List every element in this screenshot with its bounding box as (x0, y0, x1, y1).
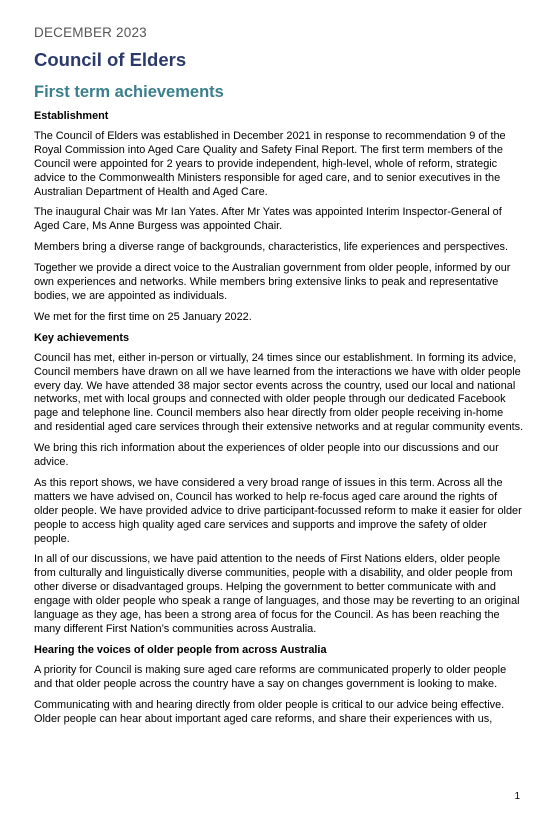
paragraph: The Council of Elders was established in December 2021 in response to recommendation 9 of the Royal Commission into Aged Care Quality and Safety Final Report. The first term members of the Council were appointed for 2 years to provide independent, high-level, whole of reform, strategic advice to the Commonwealth Ministers responsible for aged care, and to senior executives in the Australian Department of Health and Aged Care. (34, 129, 506, 198)
paragraph: We bring this rich information about the experiences of older people into our discussions and our advice. (34, 442, 499, 469)
paragraph: As this report shows, we have considered a very broad range of issues in this term. Across all the matters we have advised on, Council has worked to help re-focus aged care around the rights of older people. We have provided advice to drive participant-focussed reform to make it easier for older people to access high quality aged care services and supports and improve the safety of older people. (34, 476, 522, 545)
paragraph: Together we provide a direct voice to the Australian government from older people, informed by our own experiences and networks. While members bring extensive links to peak and representative bodies, we are appointed as individuals. (34, 262, 511, 302)
paragraph: Members bring a diverse range of backgrounds, characteristics, life experiences and perspectives. (34, 241, 508, 254)
document-body (34, 110, 524, 733)
paragraph: The inaugural Chair was Mr Ian Yates. After Mr Yates was appointed Interim Inspector-General of Aged Care, Ms Anne Burgess was appointed Chair. (34, 206, 502, 233)
paragraph: Council has met, either in-person or virtually, 24 times since our establishment. In forming its advice, Council members have drawn on all we have learned from the interactions we have with older people every day. We have attended 38 major sector events across the country, used our local and national networks, met with local groups and connected with older people through our dedicated Facebook page and telephone line. Council members also hear directly from older people receiving in-home and residential aged care services through their extensive networks and at regular community events. (34, 351, 524, 434)
heading-hearing-voices: Hearing the voices of older people from across Australia (34, 643, 327, 656)
heading-key-achievements: Key achievements (34, 331, 130, 344)
report-date: DECEMBER 2023 (34, 25, 147, 40)
section-title: First term achievements (34, 83, 224, 101)
paragraph: Communicating with and hearing directly from older people is critical to our advice being effective. Older people can hear about important aged care reforms, and share their experiences with us, (34, 698, 505, 725)
paragraph: We met for the first time on 25 January 2022. (34, 310, 252, 323)
paragraph: In all of our discussions, we have paid attention to the needs of First Nations elders, older people from culturally and linguistically diverse communities, people with a disability, and older people from other diverse or disadvantaged groups. Helping the government to better communicate with and engage with older people who speak a range of languages, and those may be reverting to an original language as they age, has been a strong area of focus for the Council. As has been reaching the many different First Nation’s communities across Australia. (34, 553, 520, 635)
page-number: 1 (514, 791, 520, 802)
paragraph: A priority for Council is making sure aged care reforms are communicated properly to older people and that older people across the country have a say on changes government is looking to make. (34, 663, 507, 690)
document-title: Council of Elders (34, 49, 187, 70)
heading-establishment: Establishment (34, 110, 109, 122)
